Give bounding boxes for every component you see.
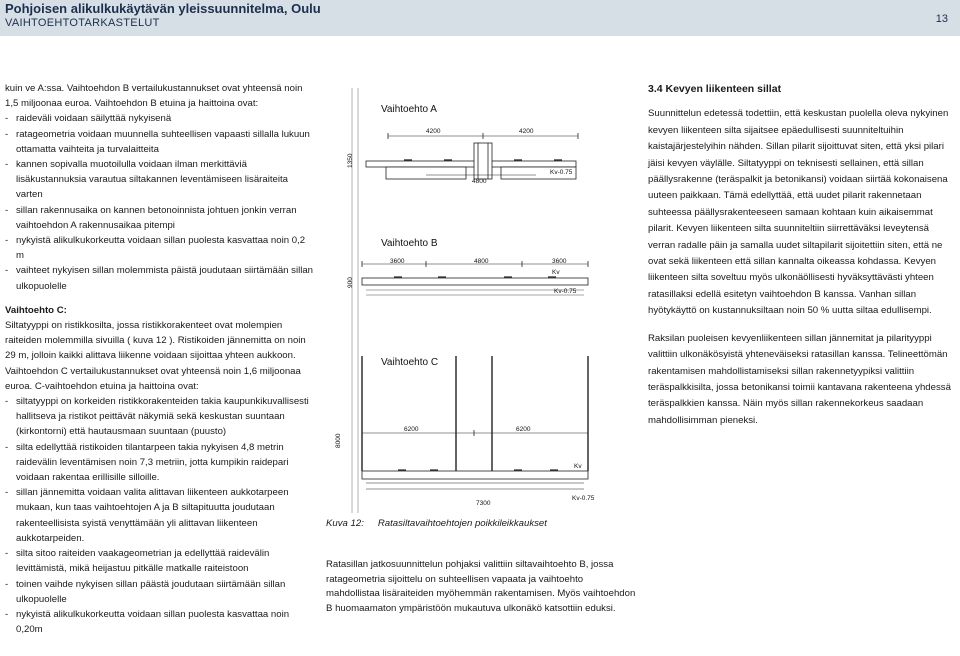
option-b-list [5,111,315,293]
list-item: - silta edellyttää ristikoiden tilantarpeen takia nykyisen 4,8 metrin raidevälin leventämisen noin 7,3 metriin, jotta kumpikin raidepari voidaan rakentaa erillisille silloille. [5,440,315,486]
list-item: - nykyistä alikulkukorkeutta voidaan sillan puolesta kasvattaa noin 0,20m [5,607,315,637]
option-a-section [347,104,578,185]
cross-section-figure [326,88,608,513]
list-item: - raideväli voidaan säilyttää nykyisenä [5,111,315,126]
caption-text: Ratasiltavaihtoehtojen poikkileikkaukset [377,518,547,529]
svg-text:Kv: Kv [574,463,582,470]
option-c-heading: Vaihtoehto C: [5,304,67,316]
svg-text:900: 900 [347,277,354,288]
svg-text:4200: 4200 [519,128,534,135]
svg-text:4800: 4800 [474,258,489,265]
section-heading: 3.4 Kevyen liikenteen sillat [648,83,782,95]
option-a-label: Vaihtoehto A [381,104,437,115]
document-title: Pohjoisen alikulkukäytävän yleissuunnitelma, Oulu [5,1,321,16]
svg-text:6200: 6200 [516,426,531,433]
svg-text:4200: 4200 [426,128,441,135]
selection-paragraph: Ratasillan jatkosuunnittelun pohjaksi valittiin siltavaihtoehto B, jossa ratageometria sijoittelu on suhteellisen vapaata ja vaihtoehto mahdollistaa lisäraiteiden myöhemmän rakentamisen. Myös vaihtoehdon B huomaamaton ympäristöön mukautuva ulkonäkö katsottiin eduksi. [326,559,636,614]
list-item: - sillan jännemitta voidaan valita alittavan liikenteen aukkotarpeen mukaan, kun taas vaihtoehtojen A ja B siltapituutta joudutaan rakenteellisista syistä venyttämään yli alittavan liikenteen aukkotarpeiden. [5,485,315,546]
figure-caption [326,518,547,529]
option-c-paragraph: Siltatyyppi on ristikkosilta, jossa ristikkorakenteet ovat molempien raiteiden molemmilla sivuilla ( kuva 12 ). Ristikoiden jännemitta on noin 29 m, jolloin kaikki alittava liikenne voidaan sijoittaa yhteen aukkoon. Vaihtoehdon C vertailukustannukset ovat yhteensä noin 1,6 miljoonaa euroa. C-vaihtoehdon etuina ja haittoina ovat: [5,320,306,392]
caption-number: Kuva 12: [326,518,364,529]
svg-text:Kv-0.75: Kv-0.75 [572,495,595,502]
right-column [648,81,956,429]
list-item: - nykyistä alikulkukorkeutta voidaan sillan puolesta kasvattaa noin 0,2 m [5,233,315,263]
middle-column [326,558,638,616]
section-title: VAIHTOEHTOTARKASTELUT [5,17,160,29]
list-item: - silta sitoo raiteiden vaakageometrian ja edellyttää raidevälin levittämistä, mikä heijastuu pitkälle matkalle raiteistoon [5,546,315,576]
bridge-paragraph-1: Suunnittelun edetessä todettiin, että keskustan puolella oleva nykyinen kevyen liikenteen silta sijaitsee epäedullisesti suunniteltuihin kaistajärjestelyihin nähden. Sillan pilarit sijoittuvat siten, että yksi pilari jäisi kevyen väylälle. Siltatyyppi on teknisesti sellainen, että sillan päällysrakenne (teräspalkit ja betonikansi) voidaan siirtää kokonaisena uuteen paikkaan. Tämä edellyttää, että uudet pilarit rakennetaan suhteessa päällysrakenteeseen samaan kohtaan kuin aikaisemmat pilarit. Kevyen liikenteen silta suunniteltiin siirrettäväksi leveytensä verran radalle päin ja samalla uudet siltapilarit sijoitettiin siten, että ne ovat sekä liikenteen että sillan kannalta oikeassa kohdassa. Kevyen liikenteen silta soveltuu myös ulkonäöllisesti hyväksyttävästi yhteen ratasillaksi edellä esitetyn vaihtoehdon B kanssa. Vanhan sillan hyötykäyttö on kustannuksiltaan noin 50 % uutta siltaa edullisempi. [648,108,949,317]
option-c-section [335,356,595,507]
svg-text:4800: 4800 [472,178,487,185]
list-item: - vaihteet nykyisen sillan molemmista päistä joudutaan siirtämään sillan ulkopuolelle [5,263,315,293]
svg-text:7300: 7300 [476,500,491,507]
svg-text:1350: 1350 [347,153,354,168]
cross-section-drawing [326,88,608,513]
left-column [5,81,315,637]
svg-text:3600: 3600 [390,258,405,265]
svg-text:Kv-0.75: Kv-0.75 [550,169,573,176]
option-b-label: Vaihtoehto B [381,238,438,249]
svg-text:6200: 6200 [404,426,419,433]
bridge-paragraph-2: Raksilan puoleisen kevyenliikenteen sillan jännemitat ja pilarityyppi valittiin ulkonäkösyistä yhteneväiseksi ratasillan kanssa. Telineettömän rakentamisen mahdollistamiseksi sillan rakennetyypiksi valittiin teräspalkkisilta, jossa betonikansi toimii kantavana rakenteena yhdessä teräspalkkien kanssa. Näin myös sillan rakennekorkeus saadaan mahdollisimman pieneksi. [648,332,951,426]
list-item: - ratageometria voidaan muunnella suhteellisen vapaasti sillalla lukuun ottamatta vaihteita ja turvalaitteita [5,127,315,157]
intro-paragraph: kuin ve A:ssa. Vaihtoehdon B vertailukustannukset ovat yhteensä noin 1,5 miljoonaa euroa. Vaihtoehdon B etuina ja haittoina ovat: [5,83,303,110]
page-header [0,0,960,36]
svg-text:8000: 8000 [335,433,342,448]
svg-text:Kv-0.75: Kv-0.75 [554,288,577,295]
option-c-label: Vaihtoehto C [381,357,439,368]
svg-text:Kv: Kv [552,269,560,276]
option-b-section [347,238,588,295]
option-c-list [5,394,315,637]
list-item: - sillan rakennusaika on kannen betonoinnista johtuen jonkin verran vaihtoehdon A rakennusaikaa pitempi [5,203,315,233]
list-item: - kannen sopivalla muotoilulla voidaan ilman merkittäviä lisäkustannuksia varautua siltakannen leventämiseen lisäraiteita varten [5,157,315,203]
svg-text:3600: 3600 [552,258,567,265]
list-item: - siltatyyppi on korkeiden ristikkorakenteiden takia kaupunkikuvallisesti hallitseva ja ristikot peittävät näkymiä sekä keskustan suuntaan (kirkontorni) että hautausmaan suuntaan (puusto) [5,394,315,440]
list-item: - toinen vaihde nykyisen sillan päästä joudutaan siirtämään sillan ulkopuolelle [5,577,315,607]
page-number: 13 [935,13,948,25]
